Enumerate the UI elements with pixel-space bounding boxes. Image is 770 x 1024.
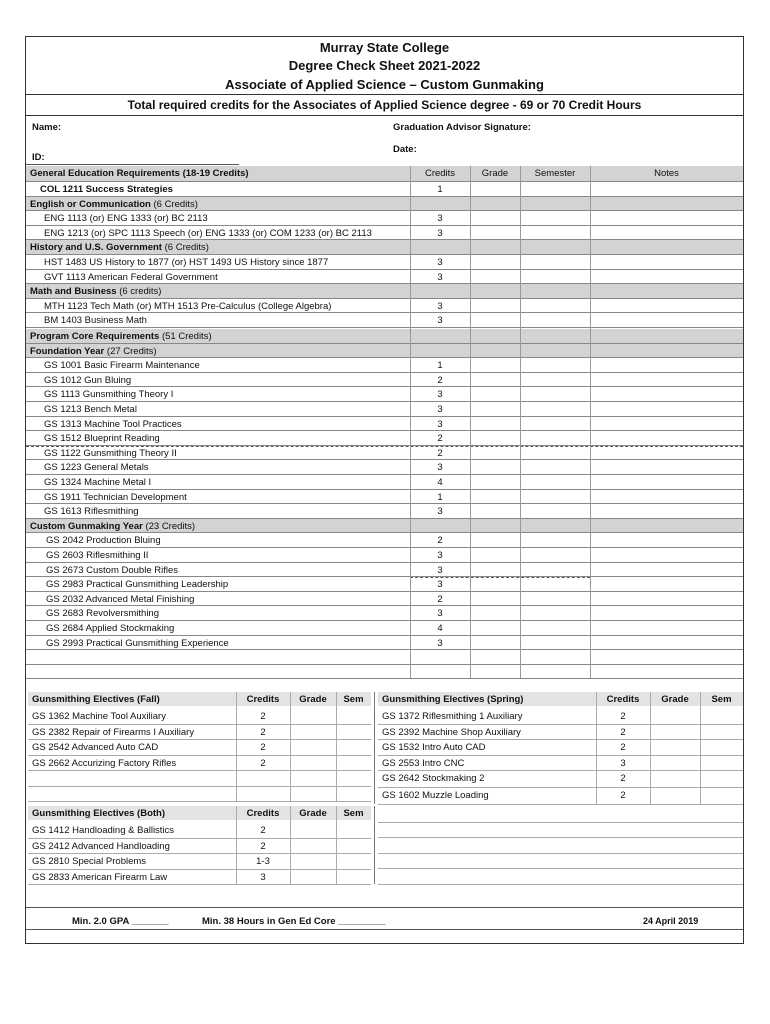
fall-row-3-grade-cell[interactable]	[291, 756, 335, 770]
foundation-row-1-course: GS 1012 Gun Bluing	[44, 374, 132, 386]
foundation-row-6-grade-cell[interactable]	[471, 446, 519, 459]
custom-row-4-semester-cell[interactable]	[521, 592, 589, 605]
foundation-row-0-course: GS 1001 Basic Firearm Maintenance	[44, 360, 200, 372]
custom-row-5-semester-cell[interactable]	[521, 606, 589, 619]
elective-row-line	[28, 801, 371, 802]
foundation-row-10-course: GS 1613 Riflesmithing	[44, 506, 139, 518]
custom-section-heading: Custom Gunmaking Year (23 Credits)	[30, 520, 196, 532]
elective-row-line	[378, 884, 743, 885]
foundation-row-2-course: GS 1113 Gunsmithing Theory I	[44, 389, 174, 401]
spring-row-2-course: GS 1532 Intro Auto CAD	[382, 742, 486, 754]
both-row-2-grade-cell[interactable]	[291, 854, 335, 868]
semester-col-header: Semester	[534, 168, 576, 179]
custom-row-6-course: GS 2684 Applied Stockmaking	[46, 623, 175, 634]
fall-row-4-sem-cell[interactable]	[337, 771, 370, 785]
custom-row-4-grade-cell[interactable]	[471, 592, 519, 605]
foundation-row-2-notes-cell[interactable]	[591, 387, 743, 400]
custom-row-1-notes-cell[interactable]	[591, 548, 743, 561]
grade-col-header: Grade	[481, 168, 509, 179]
notes-col-header: Notes	[654, 168, 679, 179]
name-field[interactable]	[71, 121, 381, 135]
foundation-row-3-semester-cell[interactable]	[521, 402, 589, 415]
spring-row-3-grade-cell[interactable]	[651, 756, 699, 770]
both-row-1-sem-cell[interactable]	[337, 839, 370, 853]
foundation-row-5-credits: 2	[437, 433, 443, 445]
custom-row-4-notes-cell[interactable]	[591, 592, 743, 605]
fall-row-2-sem-cell[interactable]	[337, 740, 370, 754]
spring-row-4-course: GS 2642 Stockmaking 2	[382, 773, 485, 785]
math-section-heading: Math and Business (6 credits)	[30, 286, 162, 298]
elective-row-line	[28, 884, 371, 885]
foundation-row-6-credits: 2	[437, 447, 443, 459]
sheet-title: Degree Check Sheet 2021-2022	[288, 58, 481, 73]
fall-row-3-sem-cell[interactable]	[337, 756, 370, 770]
id-field[interactable]	[51, 151, 351, 164]
spring-credits-header: Credits	[606, 694, 640, 706]
english-row-1-semester-cell[interactable]	[521, 226, 589, 239]
foundation-row-1-notes-cell[interactable]	[591, 373, 743, 386]
foundation-row-5-course: GS 1512 Blueprint Reading	[44, 433, 160, 445]
foundation-row-1-grade-cell[interactable]	[471, 373, 519, 386]
col-success-course: COL 1211 Success Strategies	[40, 184, 173, 195]
foundation-row-4-semester-cell[interactable]	[521, 417, 589, 430]
foundation-row-7-course: GS 1223 General Metals	[44, 462, 149, 474]
col-line	[520, 166, 521, 678]
english-row-1-grade-cell[interactable]	[471, 226, 519, 239]
custom-row-1-credits: 3	[437, 550, 443, 561]
elective-col-line	[650, 692, 651, 804]
english-row-0-credits: 3	[437, 213, 443, 225]
custom-row-6-notes-cell[interactable]	[591, 621, 743, 634]
col-success-credits: 1	[437, 184, 443, 195]
english-row-0-course: ENG 1113 (or) ENG 1333 (or) BC 2113	[44, 213, 208, 225]
both-grade-header: Grade	[299, 808, 327, 820]
spring-row-4-credits: 2	[620, 773, 626, 785]
foundation-row-8-semester-cell[interactable]	[521, 475, 589, 488]
both-sem-header: Sem	[343, 808, 364, 820]
spring-row-1-sem-cell[interactable]	[701, 725, 742, 739]
foundation-row-5-grade-cell[interactable]	[471, 431, 519, 444]
foundation-row-9-grade-cell[interactable]	[471, 490, 519, 503]
both-credits-header: Credits	[246, 808, 280, 820]
fall-sem-header: Sem	[343, 694, 364, 706]
blank-row-0-notes-cell[interactable]	[591, 650, 743, 663]
both-row-2-credits: 1-3	[256, 856, 270, 868]
fall-row-5-grade-cell[interactable]	[291, 787, 335, 801]
elective-row-line	[378, 837, 743, 838]
custom-row-1-semester-cell[interactable]	[521, 548, 589, 561]
math-row-1-grade-cell[interactable]	[471, 313, 519, 326]
college-name: Murray State College	[319, 40, 450, 55]
english-row-1-course: ENG 1213 (or) SPC 1113 Speech (or) ENG 1333 (or) COM 1233 (or) BC 2113	[44, 227, 372, 239]
gen-ed-heading: General Education Requirements (18-19 Credits)	[30, 168, 249, 179]
history-row-1-credits: 3	[437, 271, 443, 283]
foundation-row-8-notes-cell[interactable]	[591, 475, 743, 488]
name-label: Name:	[32, 122, 62, 133]
elective-row-line	[378, 822, 743, 823]
spring-row-0-credits: 2	[620, 711, 626, 723]
spring-heading: Gunsmithing Electives (Spring)	[382, 694, 524, 706]
fall-row-2-credits: 2	[260, 742, 266, 754]
spring-row-0-sem-cell[interactable]	[701, 709, 742, 723]
id-label: ID:	[32, 152, 45, 163]
history-row-1-semester-cell[interactable]	[521, 270, 589, 283]
math-row-1-notes-cell[interactable]	[591, 313, 743, 326]
custom-row-1-course: GS 2603 Riflesmithing II	[46, 550, 149, 561]
elective-split-line	[374, 692, 375, 804]
fall-row-1-course: GS 2382 Repair of Firearms I Auxiliary	[32, 726, 195, 738]
spring-row-1-course: GS 2392 Machine Shop Auxiliary	[382, 726, 521, 738]
english-row-1-notes-cell[interactable]	[591, 226, 743, 239]
spring-row-2-sem-cell[interactable]	[701, 740, 742, 754]
foundation-row-0-grade-cell[interactable]	[471, 358, 519, 371]
custom-row-0-course: GS 2042 Production Bluing	[46, 535, 161, 547]
foundation-row-7-notes-cell[interactable]	[591, 460, 743, 473]
both-row-1-grade-cell[interactable]	[291, 839, 335, 853]
math-row-1-course: BM 1403 Business Math	[44, 315, 147, 327]
spring-row-4-grade-cell[interactable]	[651, 771, 699, 786]
custom-row-0-grade-cell[interactable]	[471, 533, 519, 546]
foundation-row-3-credits: 3	[437, 404, 443, 415]
both-row-3-grade-cell[interactable]	[291, 870, 335, 884]
custom-row-6-semester-cell[interactable]	[521, 621, 589, 634]
blank-row-1-grade-cell[interactable]	[471, 665, 519, 678]
min-gpa: Min. 2.0 GPA _______	[72, 916, 169, 927]
custom-row-3-semester-cell[interactable]	[521, 577, 589, 590]
foundation-row-8-course: GS 1324 Machine Metal I	[44, 477, 152, 488]
foundation-row-7-semester-cell[interactable]	[521, 460, 589, 473]
foundation-row-4-credits: 3	[437, 418, 443, 430]
row-line	[26, 327, 743, 328]
foundation-row-2-grade-cell[interactable]	[471, 387, 519, 400]
foundation-row-7-grade-cell[interactable]	[471, 460, 519, 473]
custom-row-2-notes-cell[interactable]	[591, 563, 743, 576]
custom-row-3-grade-cell[interactable]	[471, 577, 519, 590]
math-row-0-semester-cell[interactable]	[521, 299, 589, 312]
foundation-row-2-semester-cell[interactable]	[521, 387, 589, 400]
custom-row-0-credits: 2	[437, 535, 443, 547]
spring-row-5-sem-cell[interactable]	[701, 788, 742, 803]
spring-sem-header: Sem	[711, 694, 732, 706]
both-row-1-course: GS 2412 Advanced Handloading	[32, 840, 170, 852]
foundation-row-10-semester-cell[interactable]	[521, 504, 589, 517]
math-row-0-notes-cell[interactable]	[591, 299, 743, 312]
history-row-1-grade-cell[interactable]	[471, 270, 519, 283]
english-row-0-semester-cell[interactable]	[521, 211, 589, 224]
foundation-row-4-notes-cell[interactable]	[591, 417, 743, 430]
english-row-0-notes-cell[interactable]	[591, 211, 743, 224]
spring-row-4-sem-cell[interactable]	[701, 771, 742, 786]
col-line	[410, 166, 411, 678]
custom-row-1-grade-cell[interactable]	[471, 548, 519, 561]
foundation-row-3-course: GS 1213 Bench Metal	[44, 404, 137, 415]
both-row-2-course: GS 2810 Special Problems	[32, 856, 147, 868]
fall-row-5-sem-cell[interactable]	[337, 787, 370, 801]
math-row-0-course: MTH 1123 Tech Math (or) MTH 1513 Pre-Calculus (College Algebra)	[44, 300, 332, 312]
math-row-1-semester-cell[interactable]	[521, 313, 589, 326]
spring-row-5-course: GS 1602 Muzzle Loading	[382, 790, 489, 802]
custom-row-4-credits: 2	[437, 593, 443, 605]
math-row-0-credits: 3	[437, 300, 443, 312]
foundation-row-8-credits: 4	[437, 477, 443, 488]
custom-row-5-grade-cell[interactable]	[471, 606, 519, 619]
english-row-0-grade-cell[interactable]	[471, 211, 519, 224]
spring-row-2-grade-cell[interactable]	[651, 740, 699, 754]
custom-row-2-semester-cell[interactable]	[521, 563, 589, 576]
elective-row-line	[378, 853, 743, 854]
foundation-row-9-semester-cell[interactable]	[521, 490, 589, 503]
spring-row-2-credits: 2	[620, 742, 626, 754]
custom-row-4-course: GS 2032 Advanced Metal Finishing	[46, 593, 195, 605]
foundation-row-3-notes-cell[interactable]	[591, 402, 743, 415]
elective-row-line	[378, 868, 743, 869]
spring-row-1-grade-cell[interactable]	[651, 725, 699, 739]
history-row-0-notes-cell[interactable]	[591, 255, 743, 268]
degree-check-sheet	[25, 36, 744, 944]
advisor-signature-label: Graduation Advisor Signature:	[393, 122, 531, 133]
foundation-section-heading: Foundation Year (27 Credits)	[30, 345, 157, 357]
date-label: Date:	[393, 144, 417, 155]
both-row-3-credits: 3	[260, 871, 266, 883]
custom-row-0-semester-cell[interactable]	[521, 533, 589, 546]
min-gen-ed-hours: Min. 38 Hours in Gen Ed Core _________	[202, 916, 386, 927]
blank-row-1-notes-cell[interactable]	[591, 665, 743, 678]
custom-row-2-grade-cell[interactable]	[471, 563, 519, 576]
custom-row-2-course: GS 2673 Custom Double Rifles	[46, 564, 179, 576]
fall-credits-header: Credits	[246, 694, 280, 706]
foundation-row-6-notes-cell[interactable]	[591, 446, 743, 459]
foundation-row-2-credits: 3	[437, 389, 443, 401]
history-row-1-notes-cell[interactable]	[591, 270, 743, 283]
both-row-2-sem-cell[interactable]	[337, 854, 370, 868]
fall-row-1-sem-cell[interactable]	[337, 725, 370, 739]
elective-col-line	[700, 692, 701, 804]
fall-grade-header: Grade	[299, 694, 327, 706]
total-credits-banner: Total required credits for the Associates of Applied Science degree - 69 or 70 Credit Hours	[127, 98, 642, 112]
both-row-0-sem-cell[interactable]	[337, 823, 370, 837]
elective-col-line	[236, 806, 237, 884]
fall-row-2-course: GS 2542 Advanced Auto CAD	[32, 742, 159, 754]
foundation-row-10-notes-cell[interactable]	[591, 504, 743, 517]
row-line	[26, 181, 743, 182]
fall-row-4-grade-cell[interactable]	[291, 771, 335, 785]
foundation-row-5-semester-cell[interactable]	[521, 431, 589, 444]
english-row-1-credits: 3	[437, 227, 443, 239]
spring-grade-header: Grade	[661, 694, 689, 706]
foundation-row-4-course: GS 1313 Machine Tool Practices	[44, 418, 182, 430]
custom-row-6-grade-cell[interactable]	[471, 621, 519, 634]
fall-row-1-credits: 2	[260, 726, 266, 738]
degree-title: Associate of Applied Science – Custom Gunmaking	[225, 77, 544, 92]
fall-row-3-course: GS 2662 Accurizing Factory Rifles	[32, 757, 177, 769]
col-line	[590, 166, 591, 678]
elective-col-line	[290, 806, 291, 884]
custom-row-0-notes-cell[interactable]	[591, 533, 743, 546]
custom-row-7-course: GS 2993 Practical Gunsmithing Experience	[46, 637, 229, 649]
foundation-row-0-credits: 1	[437, 360, 443, 372]
fall-row-0-course: GS 1362 Machine Tool Auxiliary	[32, 711, 166, 723]
custom-row-2-credits: 3	[437, 564, 443, 576]
spring-row-5-grade-cell[interactable]	[651, 788, 699, 803]
foundation-row-3-grade-cell[interactable]	[471, 402, 519, 415]
foundation-row-5-notes-cell[interactable]	[591, 431, 743, 444]
advisor-signature-field[interactable]	[536, 121, 736, 135]
history-row-0-semester-cell[interactable]	[521, 255, 589, 268]
custom-row-7-notes-cell[interactable]	[591, 636, 743, 649]
blank-row-0-grade-cell[interactable]	[471, 650, 519, 663]
history-section-heading: History and U.S. Government (6 Credits)	[30, 242, 209, 254]
custom-row-7-semester-cell[interactable]	[521, 636, 589, 649]
foundation-row-9-course: GS 1911 Technician Development	[44, 491, 187, 503]
history-row-1-course: GVT 1113 American Federal Government	[44, 271, 218, 283]
fall-heading: Gunsmithing Electives (Fall)	[32, 694, 160, 706]
both-row-1-credits: 2	[260, 840, 266, 852]
foundation-row-0-semester-cell[interactable]	[521, 358, 589, 371]
english-section-heading: English or Communication (6 Credits)	[30, 198, 198, 210]
credits-col-header: Credits	[424, 168, 456, 179]
fall-row-0-sem-cell[interactable]	[337, 709, 370, 723]
foundation-row-1-credits: 2	[437, 374, 443, 386]
history-row-0-course: HST 1483 US History to 1877 (or) HST 1493 US History since 1877	[44, 257, 329, 268]
blank-row-0-semester-cell[interactable]	[521, 650, 589, 663]
fall-row-1-grade-cell[interactable]	[291, 725, 335, 739]
spring-row-3-course: GS 2553 Intro CNC	[382, 757, 465, 769]
custom-row-7-credits: 3	[437, 637, 443, 649]
both-row-0-course: GS 1412 Handloading & Ballistics	[32, 825, 175, 837]
elective-col-line	[236, 692, 237, 801]
custom-row-7-grade-cell[interactable]	[471, 636, 519, 649]
col-line	[470, 166, 471, 678]
foundation-row-9-credits: 1	[437, 491, 443, 503]
both-row-3-course: GS 2833 American Firearm Law	[32, 871, 168, 883]
foundation-row-10-credits: 3	[437, 506, 443, 518]
both-heading: Gunsmithing Electives (Both)	[32, 808, 166, 820]
date-field[interactable]	[421, 143, 721, 157]
custom-row-3-credits: 3	[437, 579, 443, 591]
spring-row-0-course: GS 1372 Riflesmithing 1 Auxiliary	[382, 711, 523, 723]
foundation-row-6-course: GS 1122 Gunsmithing Theory II	[44, 447, 177, 459]
elective-row-line	[378, 804, 743, 805]
custom-row-3-course: GS 2983 Practical Gunsmithing Leadership	[46, 579, 229, 591]
revision-date: 24 April 2019	[643, 916, 699, 926]
history-row-0-grade-cell[interactable]	[471, 255, 519, 268]
foundation-row-4-grade-cell[interactable]	[471, 417, 519, 430]
row-line	[26, 678, 743, 679]
fall-row-0-credits: 2	[260, 711, 266, 723]
foundation-row-9-notes-cell[interactable]	[591, 490, 743, 503]
history-row-0-credits: 3	[437, 257, 443, 268]
foundation-row-1-semester-cell[interactable]	[521, 373, 589, 386]
spring-row-3-credits: 3	[620, 757, 626, 769]
custom-row-5-credits: 3	[437, 608, 443, 620]
elective-col-line	[336, 692, 337, 801]
spring-row-1-credits: 2	[620, 726, 626, 738]
both-row-0-credits: 2	[260, 825, 266, 837]
fall-row-0-grade-cell[interactable]	[291, 709, 335, 723]
elective-split-line	[374, 806, 375, 884]
custom-row-5-course: GS 2683 Revolversmithing	[46, 608, 159, 620]
foundation-row-10-grade-cell[interactable]	[471, 504, 519, 517]
spring-row-0-grade-cell[interactable]	[651, 709, 699, 723]
foundation-row-0-notes-cell[interactable]	[591, 358, 743, 371]
spring-row-3-sem-cell[interactable]	[701, 756, 742, 770]
math-row-1-credits: 3	[437, 315, 443, 327]
elective-col-line	[596, 692, 597, 804]
foundation-row-8-grade-cell[interactable]	[471, 475, 519, 488]
both-row-3-sem-cell[interactable]	[337, 870, 370, 884]
both-row-0-grade-cell[interactable]	[291, 823, 335, 837]
fall-row-3-credits: 2	[260, 757, 266, 769]
custom-row-5-notes-cell[interactable]	[591, 606, 743, 619]
elective-col-line	[336, 806, 337, 884]
spring-row-5-credits: 2	[620, 790, 626, 802]
foundation-row-7-credits: 3	[437, 462, 443, 474]
elective-col-line	[290, 692, 291, 801]
custom-row-6-credits: 4	[437, 623, 443, 634]
custom-row-3-notes-cell[interactable]	[591, 577, 743, 590]
math-row-0-grade-cell[interactable]	[471, 299, 519, 312]
fall-row-2-grade-cell[interactable]	[291, 740, 335, 754]
foundation-row-6-semester-cell[interactable]	[521, 446, 589, 459]
blank-row-1-semester-cell[interactable]	[521, 665, 589, 678]
program-core-section-heading: Program Core Requirements (51 Credits)	[30, 331, 212, 342]
